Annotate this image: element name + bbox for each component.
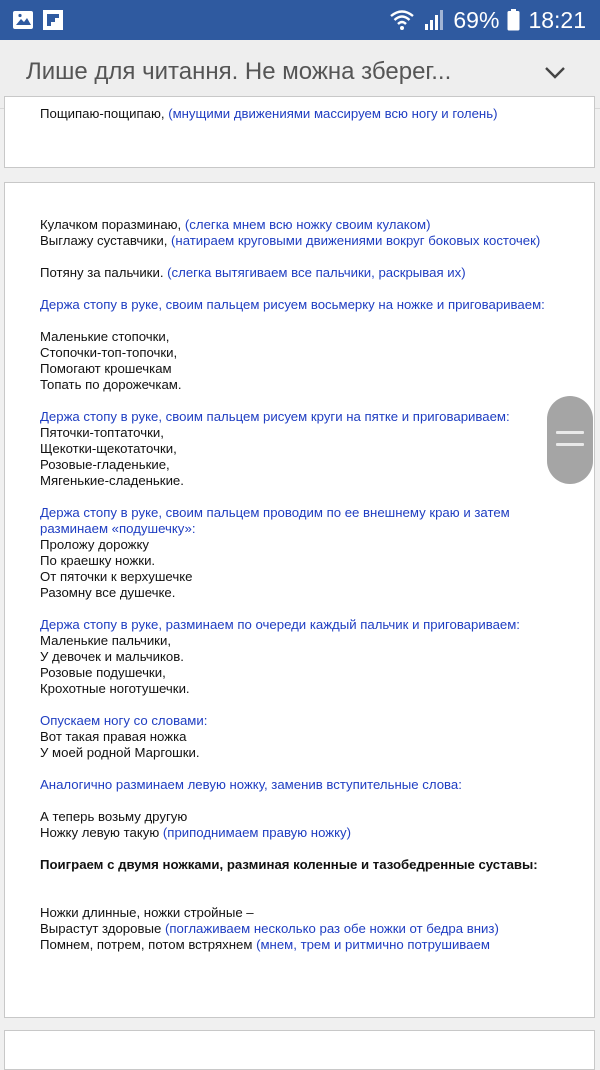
verse-line: Розовые-гладенькие, — [40, 457, 170, 472]
read-only-notice: Лише для читання. Не можна зберег... — [26, 58, 452, 85]
section-heading: Поиграем с двумя ножками, разминая коленные и тазобедренные суставы: — [40, 857, 538, 872]
chevron-down-icon[interactable] — [544, 66, 566, 80]
text-line: Пощипаю-пощипаю, (мнущими движениями массируем всю ногу и голень) — [40, 106, 498, 121]
battery-percent: 69% — [453, 6, 500, 33]
verse-line: У девочек и мальчиков. — [40, 649, 184, 664]
instruction-heading: Держа стопу в руке, своим пальцем рисуем круги на пятке и приговариваем: — [40, 409, 510, 424]
instruction-heading: Аналогично разминаем левую ножку, заменив вступительные слова: — [40, 777, 462, 792]
verse-line: По краешку ножки. — [40, 553, 156, 568]
text-line: Кулачком поразминаю, (слегка мнем всю ножку своим кулаком) — [40, 217, 431, 232]
flipboard-icon — [42, 9, 64, 31]
document-page-previous — [4, 96, 595, 168]
verse-line: Вырастут здоровые (поглаживаем несколько раз обе ножки от бедра вниз) — [40, 921, 499, 936]
verse-line: Маленькие пальчики, — [40, 633, 171, 648]
signal-icon — [423, 9, 445, 31]
instruction-heading: Опускаем ногу со словами: — [40, 713, 208, 728]
clock: 18:21 — [528, 6, 586, 33]
verse-line: Ножку левую такую (приподнимаем правую ножку) — [40, 825, 352, 840]
verse-line: Пяточки-топтаточки, — [40, 425, 164, 440]
gallery-icon — [12, 9, 34, 31]
verse-line: Мягенькие-сладенькие. — [40, 473, 184, 488]
verse-line: Вот такая правая ножка — [40, 729, 187, 744]
verse-line: Ножки длинные, ножки стройные – — [40, 905, 254, 920]
text-line: Выглажу суставчики, (натираем круговыми движениями вокруг боковых косточек) — [40, 233, 541, 248]
verse-line: Проложу дорожку — [40, 537, 149, 552]
verse-line: От пяточки к верхушечке — [40, 569, 193, 584]
instruction-heading: Держа стопу в руке, своим пальцем проводим по ее внешнему краю и затем разминаем «подушечку»: — [40, 505, 510, 536]
verse-line: Стопочки-топ-топочки, — [40, 345, 178, 360]
wifi-icon — [389, 9, 415, 31]
verse-line: А теперь возьму другую — [40, 809, 188, 824]
verse-line: Помнем, потрем, потом встряхнем (мнем, трем и ритмично потрушиваем — [40, 937, 490, 952]
status-bar — [0, 0, 600, 40]
instruction-heading: Держа стопу в руке, разминаем по очереди каждый пальчик и приговариваем: — [40, 617, 520, 632]
verse-line: Помогают крошечкам — [40, 361, 172, 376]
verse-line: Розовые подушечки, — [40, 665, 166, 680]
battery-icon — [507, 9, 520, 31]
verse-line: Щекотки-щекотаточки, — [40, 441, 177, 456]
instruction-heading: Держа стопу в руке, своим пальцем рисуем восьмерку на ножке и приговариваем: — [40, 297, 545, 312]
verse-line: У моей родной Маргошки. — [40, 745, 200, 760]
document-page-next — [4, 1030, 595, 1070]
verse-line: Маленькие стопочки, — [40, 329, 170, 344]
text-line: Потяну за пальчики. (слегка вытягиваем все пальчики, раскрывая их) — [40, 265, 466, 280]
verse-line: Крохотные ноготушечки. — [40, 681, 190, 696]
fast-scroll-handle[interactable] — [547, 396, 593, 484]
verse-line: Топать по дорожечкам. — [40, 377, 182, 392]
document-page — [4, 182, 595, 1018]
verse-line: Разомну все душечке. — [40, 585, 176, 600]
